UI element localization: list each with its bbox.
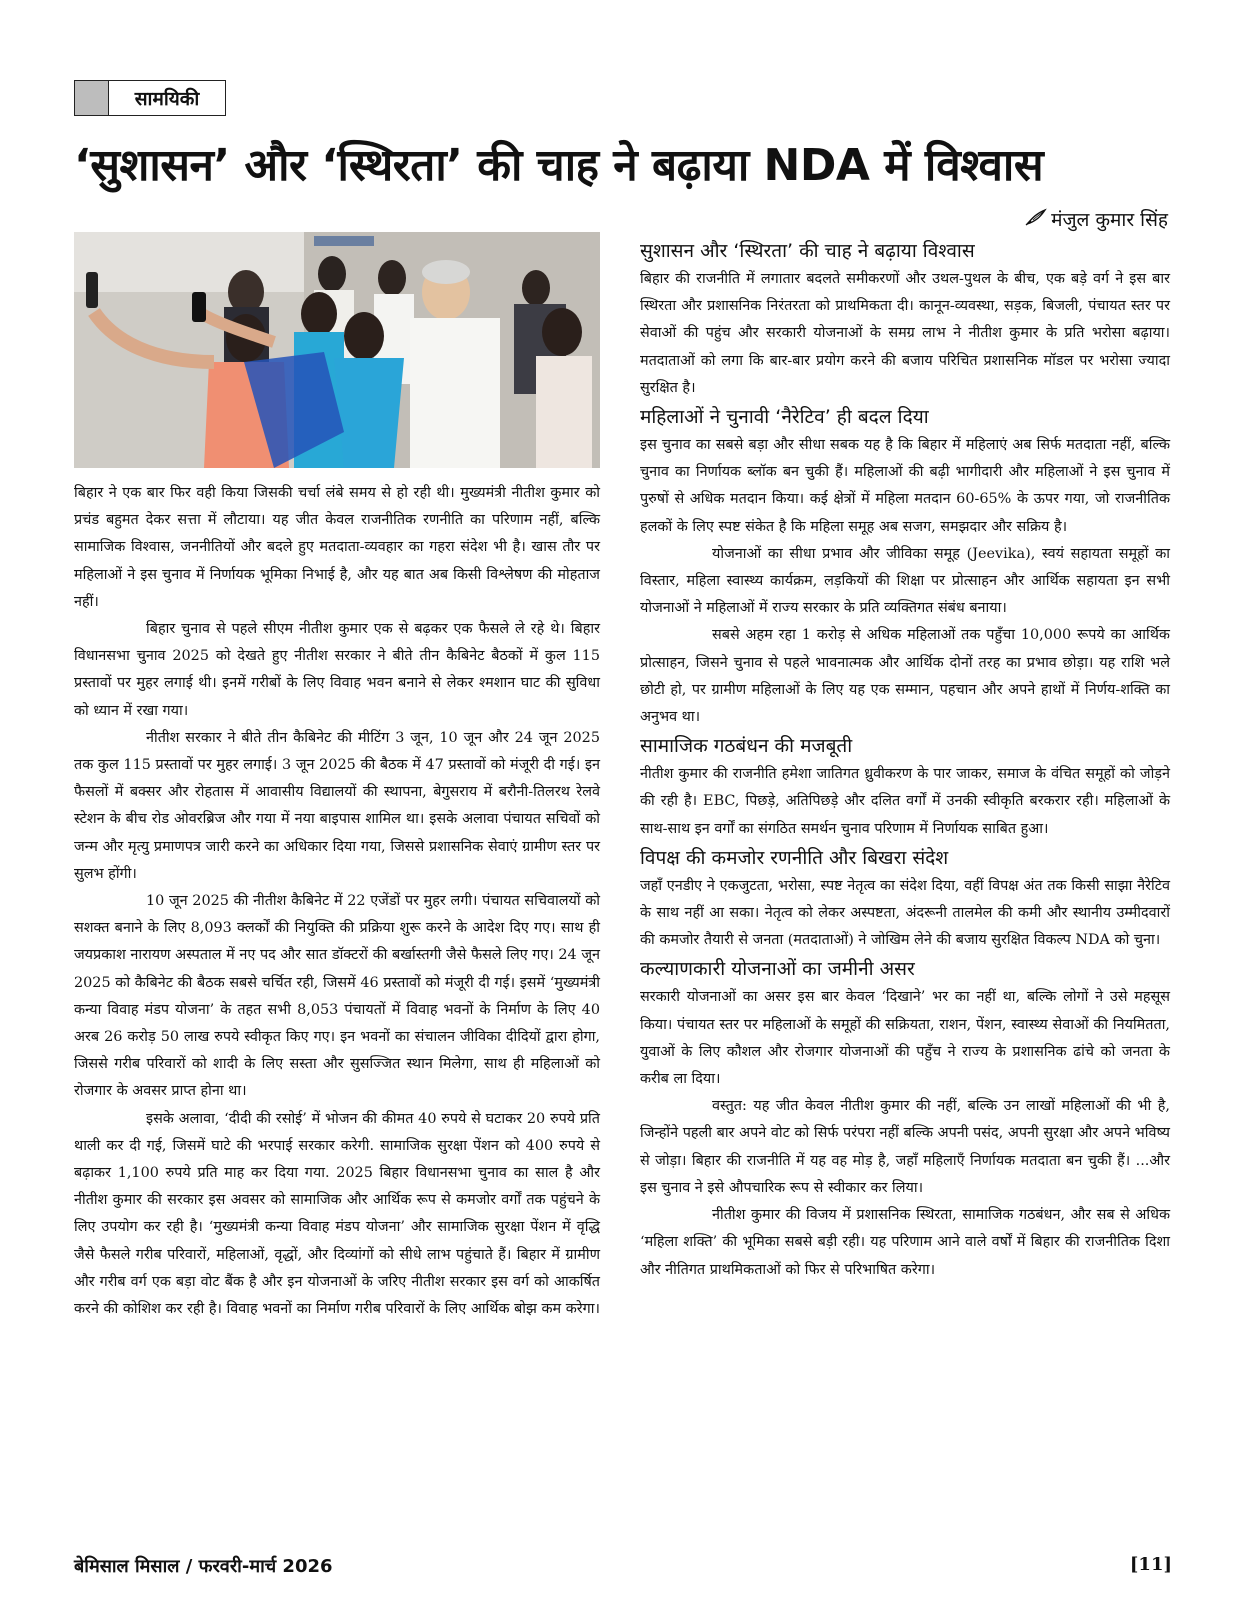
article-paragraph: इस चुनाव का सबसे बड़ा और सीधा सबक यह है कि बिहार में महिलाएं अब सिर्फ मतदाता नहीं, बल्कि चुनाव का निर्णायक ब्लॉक बन चुकी हैं। महिलाओं की बढ़ी भागीदारी और महिलाओं ने इस चुनाव में पुरुषों से अधिक मतदान किया। कई क्षेत्रों में महिला मतदान 60-65% के ऊपर गया, जो राजनीतिक हलकों के लिए स्पष्ट संकेत है कि महिला समूह अब सजग, समझदार और सक्रिय है। — [640, 437, 1170, 535]
right-column — [640, 236, 1170, 1284]
byline-author: मंजुल कुमार सिंह — [1051, 209, 1168, 231]
page-number: [11] — [1129, 1554, 1172, 1575]
headline: ‘सुशासन’ और ‘स्थिरता’ की चाह ने बढ़ाया NDA में विश्वास — [74, 140, 1044, 191]
article-paragraph: बिहार की राजनीति में लगातार बदलते समीकरणों और उथल-पुथल के बीच, एक बड़े वर्ग ने इस बार स्थिरता और प्रशासनिक निरंतरता को प्राथमिकता दी। कानून-व्यवस्था, सड़क, बिजली, पंचायत स्तर पर सेवाओं की पहुंच और सरकारी योजनाओं के समग्र लाभ ने नीतीश कुमार के प्रति भरोसा बढ़ाया। मतदाताओं को लगा कि बार-बार प्रयोग करने की बजाय परिचित प्रशासनिक मॉडल पर भरोसा ज्यादा सुरक्षित है। — [640, 271, 1170, 396]
section-tag-shade — [75, 81, 109, 115]
subheading: सुशासन और ‘स्थिरता’ की चाह ने बढ़ाया विश्वास — [640, 240, 975, 262]
section-tag — [74, 80, 226, 116]
left-column — [74, 480, 600, 1323]
subheading: विपक्ष की कमजोर रणनीति और बिखरा संदेश — [640, 846, 949, 869]
article-paragraph: बिहार ने एक बार फिर वही किया जिसकी चर्चा लंबे समय से हो रही थी। मुख्यमंत्री नीतीश कुमार को प्रचंड बहुमत देकर सत्ता में लौटाया। यह जीत केवल राजनीतिक रणनीति का परिणाम नहीं, बल्कि सामाजिक विश्वास, जननीतियों और बदले हुए मतदाता-व्यवहार का गहरा संदेश भी है। खास तौर पर महिलाओं ने इस चुनाव में निर्णायक भूमिका निभाई है, और यह बात अब किसी विश्लेषण की मोहताज नहीं। — [74, 485, 600, 610]
article-paragraph: नीतीश कुमार की राजनीति हमेशा जातिगत ध्रुवीकरण के पार जाकर, समाज के वंचित समूहों को जोड़ने की रही है। EBC, पिछड़े, अतिपिछड़े और दलित वर्गों में उनकी स्वीकृति बरकरार रही। महिलाओं के साथ-साथ इन वर्गों का संगठित समर्थन चुनाव परिणाम में निर्णायक साबित हुआ। — [640, 766, 1170, 837]
footer-publication: बेमिसाल मिसाल / फरवरी-मार्च 2026 — [74, 1556, 333, 1577]
article-paragraph: इसके अलावा, ‘दीदी की रसोई’ में भोजन की कीमत 40 रुपये से घटाकर 20 रुपये प्रति थाली कर दी गई, जिसमें घाटे की भरपाई सरकार करेगी. सामाजिक सुरक्षा पेंशन को 400 रुपये से बढ़ाकर 1,100 रुपये प्रति माह कर दिया गया. 2025 बिहार विधानसभा चुनाव का साल है और नीतीश कुमार की सरकार इस अवसर को सामाजिक और आर्थिक रूप से कमजोर वर्गों तक पहुंचने के लिए उपयोग कर रही है। ‘मुख्यमंत्री कन्या विवाह मंडप योजना’ और सामाजिक सुरक्षा पेंशन में वृद्धि जैसे फैसले गरीब परिवारों, महिलाओं, वृद्धों, और दिव्यांगों को सीधे लाभ पहुंचाते हैं। बिहार में ग्रामीण और गरीब वर्ग एक बड़ा वोट बैंक है और इन योजनाओं के जरिए नीतीश सरकार इस वर्ग को आकर्षित करने की कोशिश कर रही है। विवाह भवनों का निर्माण गरीब परिवारों के लिए आर्थिक बोझ कम करेगा। — [74, 1110, 600, 1318]
article-paragraph: 10 जून 2025 की नीतीश कैबिनेट में 22 एजेंडों पर मुहर लगी। पंचायत सचिवालयों को सशक्त बनाने के लिए 8,093 क्लर्कों की नियुक्ति की प्रक्रिया शुरू करने के आदेश दिए गए। साथ ही जयप्रकाश नारायण अस्पताल में नए पद और सात डॉक्टरों की बर्खास्तगी जैसे फैसले लिए गए। 24 जून 2025 को कैबिनेट की बैठक सबसे चर्चित रही, जिसमें 46 प्रस्तावों को मंजूरी दी गई। इसमें ‘मुख्यमंत्री कन्या विवाह मंडप योजना’ के तहत सभी 8,053 पंचायतों में विवाह भवनों के निर्माण के लिए 40 अरब 26 करोड़ 50 लाख रुपये स्वीकृत किए गए। इन भवनों का संचालन जीविका दीदियों द्वारा होगा, जिससे गरीब परिवारों को शादी के लिए सस्ता और सुसज्जित स्थान मिलेगा, साथ ही महिलाओं को रोजगार के अवसर प्राप्त होना था। — [74, 893, 600, 1100]
byline — [1025, 206, 1168, 232]
article-paragraph: योजनाओं का सीधा प्रभाव और जीविका समूह (Jeevika), स्वयं सहायता समूहों का विस्तार, महिला स्वास्थ्य कार्यक्रम, लड़कियों की शिक्षा पर प्रोत्साहन और आर्थिक सहायता इन सभी योजनाओं ने महिलाओं में राज्य सरकार के प्रति व्यक्तिगत संबंध बनाया। — [640, 545, 1170, 617]
subheading: महिलाओं ने चुनावी ‘नैरेटिव’ ही बदल दिया — [640, 406, 929, 429]
news-photo — [74, 232, 600, 468]
section-tag-label: सामयिकी — [134, 88, 200, 110]
article-paragraph: सरकारी योजनाओं का असर इस बार केवल ‘दिखाने’ भर का नहीं था, बल्कि लोगों ने उसे महसूस किया। पंचायत स्तर पर महिलाओं के समूहों की सक्रियता, राशन, पेंशन, स्वास्थ्य सेवाओं की नियमितता, युवाओं के लिए कौशल और रोजगार योजनाओं की पहुँच ने राज्य के प्रशासनिक ढांचे को जनता के करीब ला दिया। — [640, 989, 1170, 1088]
subheading: सामाजिक गठबंधन की मजबूती — [640, 735, 853, 758]
article-paragraph: सबसे अहम रहा 1 करोड़ से अधिक महिलाओं तक पहुँचा 10,000 रूपये का आर्थिक प्रोत्साहन, जिसने चुनाव से पहले भावनात्मक और आर्थिक दोनों तरह का प्रभाव छोड़ा। यह राशि भले छोटी हो, पर ग्रामीण महिलाओं के लिए यह एक सम्मान, पहचान और अपने हाथों में निर्णय-शक्ति का अनुभव था। — [640, 627, 1170, 726]
article-paragraph: नीतीश सरकार ने बीते तीन कैबिनेट की मीटिंग 3 जून, 10 जून और 24 जून 2025 तक कुल 115 प्रस्तावों पर मुहर लगाई। 3 जून 2025 की बैठक में 47 प्रस्तावों को मंजूरी दी गई। इन फैसलों में बक्सर और रोहतास में आवासीय विद्यालयों की स्थापना, बेगुसराय में बरौनी-तिलरथ रेलवे स्टेशन के बीच रोड ओवरब्रिज और गया में नया बाइपास शामिल था। इसके अलावा पंचायत सचिवों को जन्म और मृत्यु प्रमाणपत्र जारी करने का अधिकार दिया गया, जिससे प्रशासनिक सेवाएं ग्रामीण स्तर पर सुलभ होंगी। — [74, 729, 600, 882]
article-paragraph: नीतीश कुमार की विजय में प्रशासनिक स्थिरता, सामाजिक गठबंधन, और सब से अधिक ‘महिला शक्ति’ की भूमिका सबसे बड़ी रही। यह परिणाम आने वाले वर्षों में बिहार की राजनीतिक दिशा और नीतिगत प्राथमिकताओं को फिर से परिभाषित करेगा। — [640, 1207, 1170, 1278]
pen-nib-icon — [1025, 208, 1047, 231]
article-paragraph: बिहार चुनाव से पहले सीएम नीतीश कुमार एक से बढ़कर एक फैसले ले रहे थे। बिहार विधानसभा चुनाव 2025 को देखते हुए नीतीश सरकार ने बीते तीन कैबिनेट बैठकों में कुल 115 प्रस्तावों पर मुहर लगाई थी। इनमें गरीबों के लिए विवाह भवन बनाने से लेकर श्मशान घाट की सुविधा को ध्यान में रखा गया। — [74, 621, 600, 719]
subheading: कल्याणकारी योजनाओं का जमीनी असर — [640, 958, 915, 981]
article-paragraph: जहाँ एनडीए ने एकजुटता, भरोसा, स्पष्ट नेतृत्व का संदेश दिया, वहीं विपक्ष अंत तक किसी साझा नैरेटिव के साथ नहीं आ सका। नेतृत्व को लेकर अस्पष्टता, अंदरूनी तालमेल की कमी और स्थानीय उम्मीदवारों की कमजोर तैयारी से जनता (मतदाताओं) ने जोखिम लेने की बजाय सुरक्षित विकल्प NDA को चुना। — [640, 877, 1170, 949]
article-paragraph: वस्तुत: यह जीत केवल नीतीश कुमार की नहीं, बल्कि उन लाखों महिलाओं की भी है, जिन्होंने पहली बार अपने वोट को सिर्फ परंपरा नहीं बल्कि अपनी पसंद, अपनी सुरक्षा और अपने भविष्य से जोड़ा। बिहार की राजनीति में यह वह मोड़ है, जहाँ महिलाएँ निर्णायक मतदाता बन चुकी हैं। ...और इस चुनाव ने इसे औपचारिक रूप से स्वीकार कर लिया। — [640, 1098, 1170, 1196]
